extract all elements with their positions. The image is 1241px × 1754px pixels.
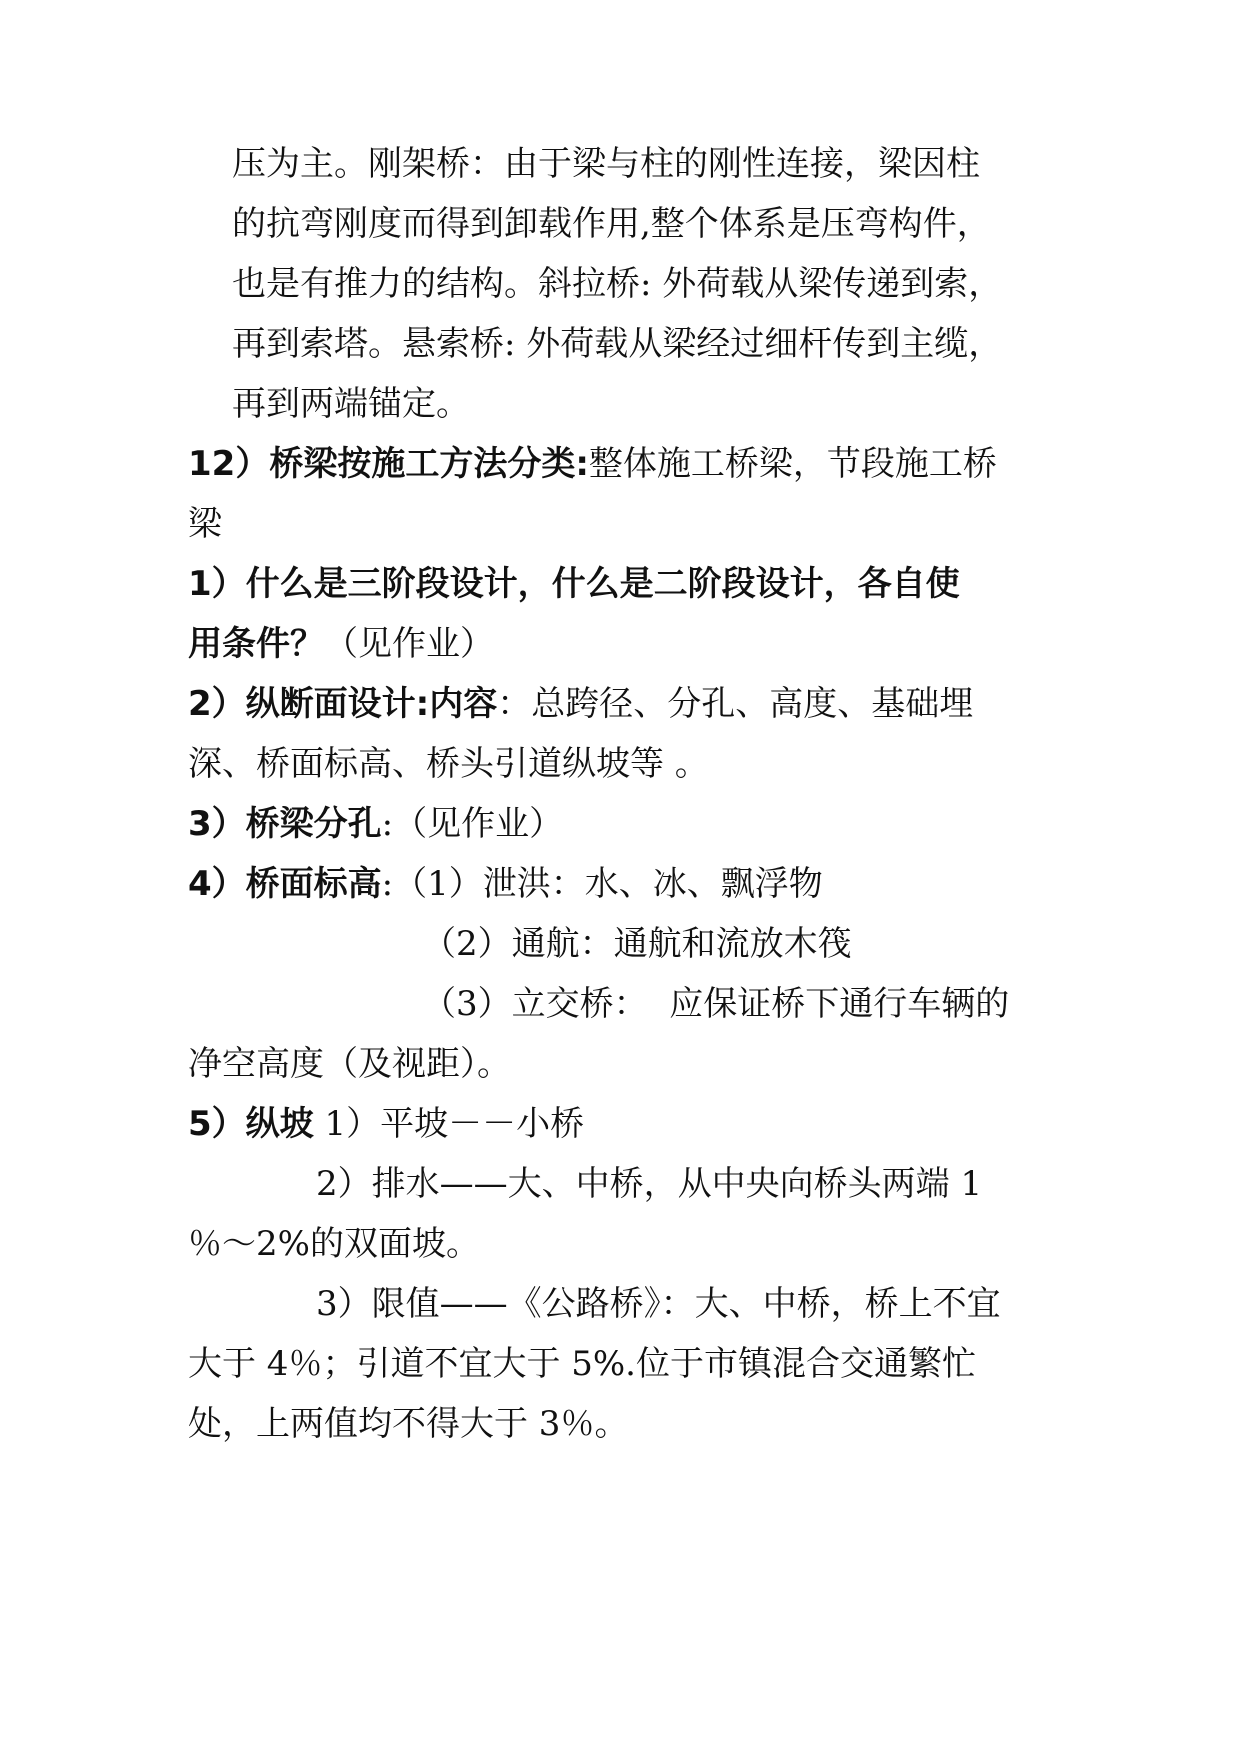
- text-segment: 净空高度（及视距）。: [188, 1044, 511, 1084]
- text-segment: :（见作业）: [381, 804, 564, 844]
- text-segment: 压为主。刚架桥：由于梁与柱的刚性连接，梁因柱: [232, 144, 980, 184]
- text-line: [422, 924, 852, 964]
- heading-text: 用条件？: [188, 624, 324, 664]
- text-line: [188, 1344, 976, 1384]
- text-line: [232, 324, 1003, 364]
- heading-line: [188, 564, 960, 604]
- heading-line: [188, 444, 997, 484]
- text-segment: 2）排水——大、中桥，从中央向桥头两端 1: [316, 1164, 983, 1204]
- heading-text: 3）桥梁分孔: [188, 804, 382, 844]
- text-line: [188, 744, 709, 784]
- text-segment: 再到索塔。悬索桥: 外荷载从梁经过细杆传到主缆，: [232, 324, 1003, 364]
- text-line: [232, 264, 1003, 304]
- text-line: [316, 1284, 1001, 1324]
- text-line: [232, 384, 470, 424]
- text-segment: 深、桥面标高、桥头引道纵坡等 。: [188, 744, 709, 784]
- text-line: [232, 144, 980, 184]
- text-segment: 再到两端锚定。: [232, 384, 470, 424]
- heading-line: [188, 1104, 585, 1144]
- text-segment: （2）通航：通航和流放木筏: [422, 924, 852, 964]
- heading-line: [188, 684, 974, 724]
- heading-line: [188, 624, 494, 664]
- text-segment: 也是有推力的结构。斜拉桥: 外荷载从梁传递到索，: [232, 264, 1003, 304]
- text-line: [188, 504, 222, 544]
- text-segment: ％～2%的双面坡。: [188, 1224, 480, 1264]
- heading-text: 4）桥面标高: [188, 864, 382, 904]
- text-line: [188, 1224, 480, 1264]
- heading-line: [188, 804, 564, 844]
- text-segment: 整体施工桥梁，节段施工桥: [588, 444, 997, 484]
- heading-text: 5）纵坡: [188, 1104, 314, 1144]
- text-segment: ：总跨径、分孔、高度、基础埋: [497, 684, 974, 724]
- heading-text: 2）纵断面设计:内容: [188, 684, 498, 724]
- text-segment: 1）平坡－－小桥: [313, 1104, 585, 1144]
- text-segment: 大于 4％；引道不宜大于 5%.位于市镇混合交通繁忙: [188, 1344, 976, 1384]
- text-segment: :（1）泄洪：水、冰、飘浮物: [381, 864, 823, 904]
- text-segment: （3）立交桥： 应保证桥下通行车辆的: [422, 984, 1010, 1024]
- text-segment: （见作业）: [324, 624, 494, 664]
- text-line: [188, 1044, 511, 1084]
- heading-text: 12）桥梁按施工方法分类:: [188, 444, 589, 484]
- text-segment: 3）限值——《公路桥》：大、中桥，桥上不宜: [316, 1284, 1001, 1324]
- text-line: [188, 1404, 629, 1444]
- heading-line: [188, 864, 823, 904]
- text-segment: 处，上两值均不得大于 3％。: [188, 1404, 629, 1444]
- text-line: [232, 204, 991, 244]
- text-segment: 梁: [188, 504, 222, 544]
- text-segment: 的抗弯刚度而得到卸载作用,整个体系是压弯构件，: [232, 204, 991, 244]
- text-line: [316, 1164, 983, 1204]
- heading-text: 1）什么是三阶段设计，什么是二阶段设计，各自使: [188, 564, 960, 604]
- text-line: [422, 984, 1010, 1024]
